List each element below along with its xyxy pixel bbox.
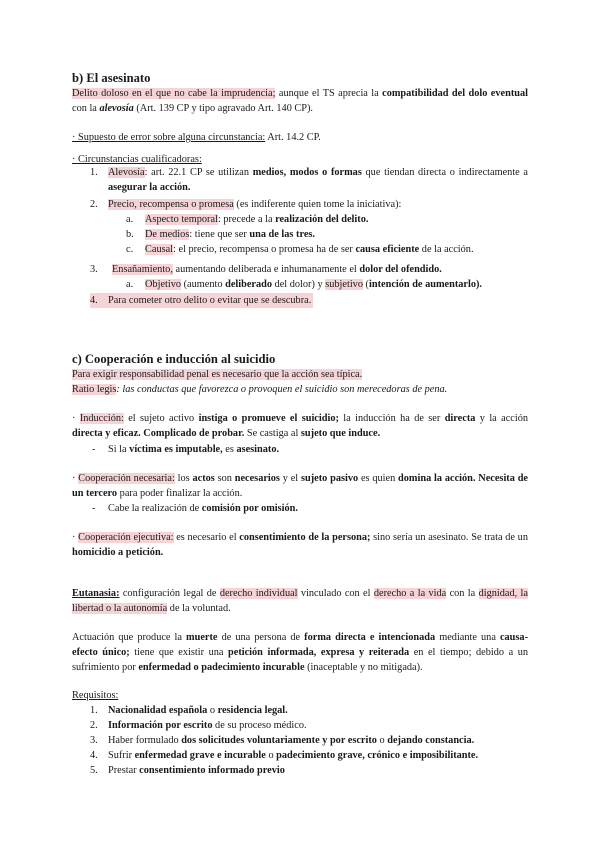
list-item-1: 1. Alevosía: art. 22.1 CP se utilizan medios, modos o formas que tiendan directa o indirectamente a asegurar la acción. [90,167,529,193]
label-circunstancias: · Circunstancias cualificadoras: [72,154,202,165]
label-requisitos: Requisitos: [72,690,119,701]
list-item-4: 4. Para cometer otro delito o evitar que se descubra. [90,295,312,306]
heading-suicidio: c) Cooperación e inducción al suicidio [72,352,276,366]
paragraph-induccion: · Inducción: el sujeto activo instiga o promueve el suicidio; la inducción ha de ser directa y la acción directa y eficaz. Complicado de probar. Se castiga al sujeto que induce. [72,413,528,439]
paragraph-eutanasia: Eutanasia: configuración legal de derecho individual vinculado con el derecho a la vida con la dignidad, la libertad o la autonomía de la voluntad. [72,588,528,614]
list-item-3: 3. Ensañamiento, aumentando deliberada e inhumanamente el dolor del ofendido. [90,264,442,275]
paragraph-ratio-legis: Ratio legis: las conductas que favorezca o provoquen el suicidio son merecedoras de pena. [72,384,448,395]
list-item-2: 2. Precio, recompensa o promesa (es indiferente quien tome la iniciativa): [90,199,402,210]
hl-dolo: Delito doloso en el que no cabe la imprudencia; [72,88,276,99]
paragraph-error: · Supuesto de error sobre alguna circunstancia: Art. 14.2 CP. [72,132,321,143]
requisito-1: 1. Nacionalidad española o residencia legal. [90,705,288,716]
requisito-2: 2. Información por escrito de su proceso médico. [90,720,307,731]
heading-asesinato: b) El asesinato [72,71,151,85]
list-item-induccion-sub: - Si la víctima es imputable, es asesinato. [92,444,280,455]
paragraph-actuacion: Actuación que produce la muerte de una persona de forma directa e intencionada mediante una causa-efecto único; tiene que existir una petición informada, expresa y reiterada en el tiempo; debido a un sufrimiento por enfermedad o padecimiento incurable (inaceptable y no mitigada). [72,632,528,673]
list-item-2c: c. Causal: el precio, recompensa o promesa ha de ser causa eficiente de la acción. [126,244,474,255]
paragraph-asesinato-intro: Delito doloso en el que no cabe la imprudencia; aunque el TS aprecia la compatibilidad del dolo eventual con la alevosía (Art. 139 CP y tipo agravado Art. 140 CP). [72,88,528,114]
requisito-5: 5. Prestar consentimiento informado previo [90,765,285,776]
list-item-3a: a. Objetivo (aumento deliberado del dolor) y subjetivo (intención de aumentarlo). [126,279,482,290]
list-item-cooperacion-sub: - Cabe la realización de comisión por omisión. [92,503,298,514]
paragraph-cooperacion-necesaria: · Cooperación necesaria: los actos son necesarios y el sujeto pasivo es quien domina la acción. Necesita de un tercero para poder finalizar la acción. [72,473,528,499]
list-item-2a: a. Aspecto temporal: precede a la realización del delito. [126,214,369,225]
requisito-3: 3. Haber formulado dos solicitudes voluntariamente y por escrito o dejando constancia. [90,735,475,746]
paragraph-cooperacion-ejecutiva: · Cooperación ejecutiva: es necesario el consentimiento de la persona; sino sería un asesinato. Se trata de un homicidio a petición. [72,532,528,558]
requisito-4: 4. Sufrir enfermedad grave e incurable o padecimiento grave, crónico e imposibilitante. [90,750,479,761]
list-item-2b: b. De medios: tiene que ser una de las tres. [126,229,315,240]
paragraph-tipica: Para exigir responsabilidad penal es necesario que la acción sea típica. [72,369,363,380]
